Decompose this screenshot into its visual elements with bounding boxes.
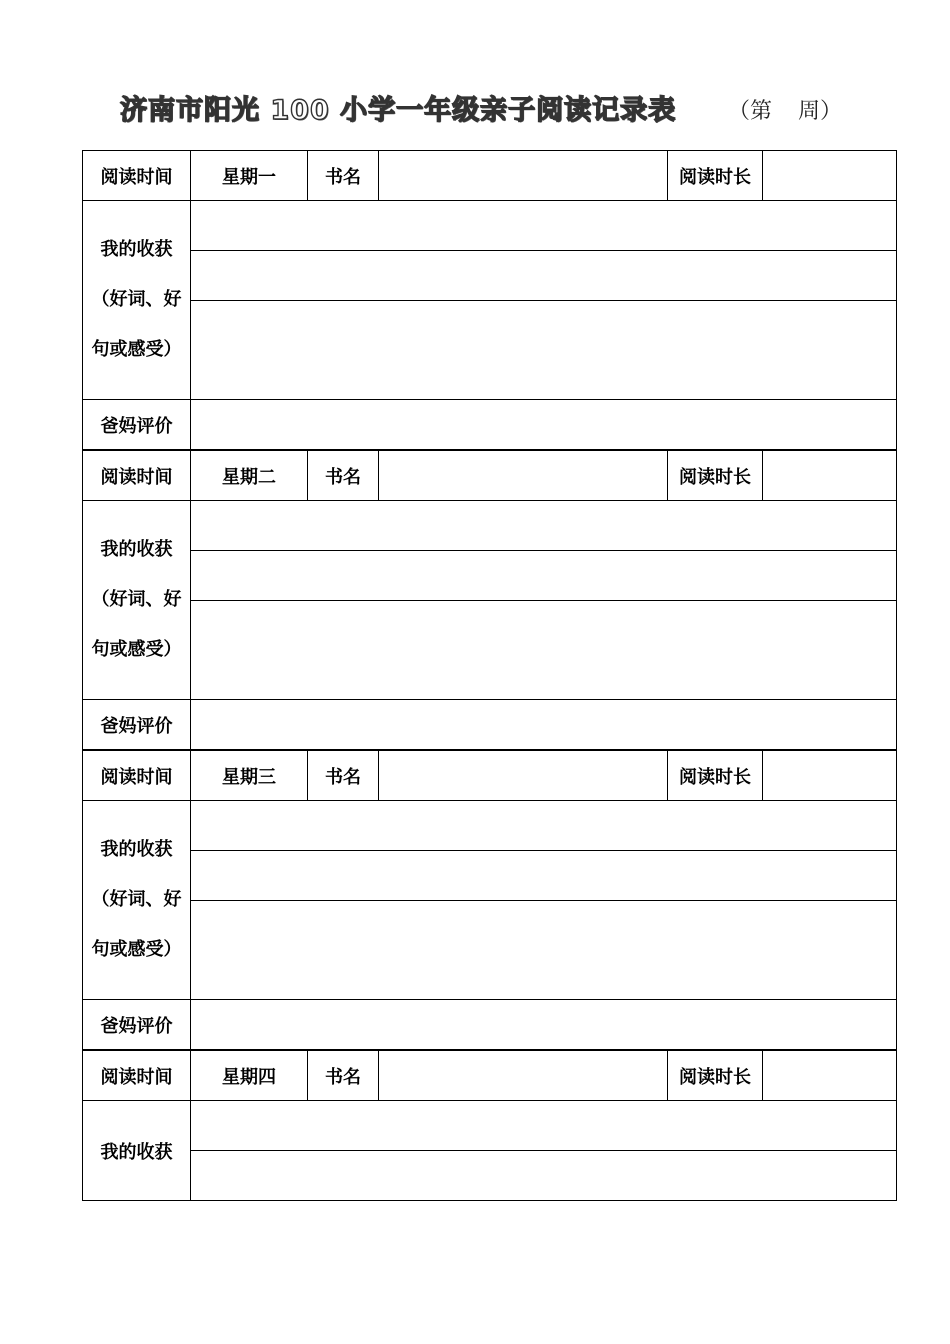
gain-label [83,201,191,400]
read-time-label: 阅读时间 [83,750,191,801]
gain-field-line-1[interactable] [191,501,897,551]
book-name-label: 书名 [308,750,379,801]
gain-label-line1: 我的收获 [100,539,173,560]
parent-eval-label: 爸妈评价 [83,400,191,451]
gain-row [83,1151,897,1201]
read-time-label: 阅读时间 [83,450,191,501]
gain-label-line3: 句或感受） [91,939,182,960]
week-open: （第 [728,99,773,124]
gain-field-line-1[interactable] [191,1101,897,1151]
parent-eval-field[interactable] [191,1000,897,1051]
gain-field-line-3[interactable] [191,901,897,1000]
gain-label-line2: （好词、好 [91,889,182,910]
week-number-label [728,94,842,125]
gain-label-line2: （好词、好 [91,289,182,310]
read-time-label: 阅读时间 [83,1050,191,1101]
gain-field-line-2[interactable] [191,251,897,301]
gain-row [83,551,897,601]
gain-label-line2: （好词、好 [91,589,182,610]
gain-label-line3: 句或感受） [91,339,182,360]
gain-label: 我的收获 [83,1101,191,1201]
gain-field-line-1[interactable] [191,201,897,251]
day-header-row [83,450,897,501]
gain-row [83,1101,897,1151]
duration-label: 阅读时长 [668,1050,763,1101]
duration-field[interactable] [763,450,897,501]
gain-label [83,801,191,1000]
duration-field[interactable] [763,151,897,201]
book-name-field[interactable] [379,1050,668,1101]
book-name-field[interactable] [379,750,668,801]
reading-log-table [82,150,897,1201]
gain-label-line1: 我的收获 [100,239,173,260]
gain-field-line-2[interactable] [191,551,897,601]
gain-row [83,301,897,400]
gain-row [83,201,897,251]
book-name-field[interactable] [379,450,668,501]
book-name-field[interactable] [379,151,668,201]
gain-label-line1: 我的收获 [100,839,173,860]
book-name-label: 书名 [308,151,379,201]
parent-eval-row [83,400,897,451]
gain-row [83,901,897,1000]
read-time-label: 阅读时间 [83,151,191,201]
day-header-row [83,1050,897,1101]
gain-field-line-3[interactable] [191,301,897,400]
day-label: 星期二 [191,450,308,501]
gain-field-line-3[interactable] [191,601,897,700]
parent-eval-row [83,1000,897,1051]
parent-eval-label: 爸妈评价 [83,1000,191,1051]
parent-eval-field[interactable] [191,400,897,451]
day-label: 星期四 [191,1050,308,1101]
page-title: 济南市阳光 100 小学一年级亲子阅读记录表 [120,95,677,126]
duration-field[interactable] [763,1050,897,1101]
duration-field[interactable] [763,750,897,801]
day-label: 星期一 [191,151,308,201]
gain-field-line-2[interactable] [191,851,897,901]
day-header-row [83,151,897,201]
parent-eval-label: 爸妈评价 [83,700,191,751]
book-name-label: 书名 [308,1050,379,1101]
gain-row [83,501,897,551]
gain-label-line3: 句或感受） [91,639,182,660]
week-close: 周） [798,99,843,124]
gain-field-line-2[interactable] [191,1151,897,1201]
book-name-label: 书名 [308,450,379,501]
gain-label [83,501,191,700]
gain-row [83,801,897,851]
gain-row [83,601,897,700]
gain-row [83,851,897,901]
gain-row [83,251,897,301]
title-bar [0,88,950,128]
day-label: 星期三 [191,750,308,801]
parent-eval-field[interactable] [191,700,897,751]
day-header-row [83,750,897,801]
duration-label: 阅读时长 [668,750,763,801]
gain-field-line-1[interactable] [191,801,897,851]
duration-label: 阅读时长 [668,450,763,501]
duration-label: 阅读时长 [668,151,763,201]
parent-eval-row [83,700,897,751]
